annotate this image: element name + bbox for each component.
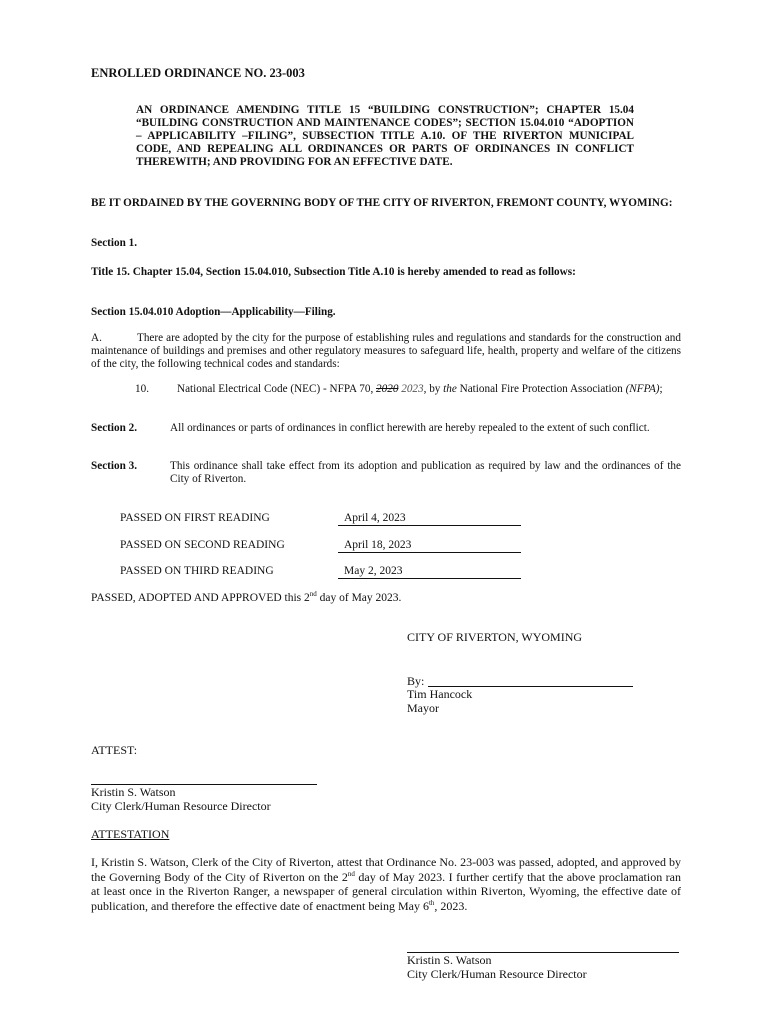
passed-text-end: day of May 2023. [316,592,402,604]
item-10-the: the [443,383,457,395]
clerk-signature-line [91,770,317,785]
section-3-label: Section 3. [91,460,137,472]
by-label: By: [407,674,425,688]
reading-date-third: May 2, 2023 [338,565,521,579]
document-title: ENROLLED ORDINANCE NO. 23-003 [91,66,305,80]
attest-sup-1: nd [347,869,355,878]
paragraph-a [91,332,681,371]
attest-text-1: I, Kristin S. Watson, Clerk of the City of Riverton, attest that Ordinance No. 23-003 was passed, adopted, and approved by the Governing Body of the City of Riverton on the 2 [91,855,681,884]
attestation-heading: ATTESTATION [91,827,170,841]
section-2-text: All ordinances or parts of ordinances in conflict herewith are hereby repealed to the extent of such conflict. [170,422,650,434]
attest-text-2: day of May 2023. I further certify that the above proclamation ran at least once in the Riverton Ranger, a newspaper of general circulation within Riverton, Wyoming, the effective date of publication, and therefore the effective date of enactment being May 6 [91,869,682,913]
attest-sup-2: th [428,898,435,907]
paragraph-a-label: A. [91,332,102,344]
mayor-signature-line [428,672,633,687]
reading-date-second: April 18, 2023 [338,539,521,553]
clerk-title: City Clerk/Human Resource Director [91,799,271,813]
final-clerk-title: City Clerk/Human Resource Director [407,967,587,981]
final-clerk-name: Kristin S. Watson [407,953,492,967]
city-heading: CITY OF RIVERTON, WYOMING [407,630,583,644]
reading-label-third: PASSED ON THIRD READING [120,565,274,577]
section-1-heading: Section 1. [91,237,137,249]
item-10-text: National Electrical Code (NEC) - NFPA 70, [176,383,374,395]
ordain-clause: BE IT ORDAINED BY THE GOVERNING BODY OF THE CITY OF RIVERTON, FREMONT COUNTY, WYOMING: [91,197,673,209]
attestation-paragraph [91,855,681,913]
item-10 [91,383,681,396]
clerk-name: Kristin S. Watson [91,785,176,799]
section-3-text: This ordinance shall take effect from its adoption and publication as required by law and the ordinances of the City of Riverton. [170,460,681,485]
item-10-number: 10. [135,383,149,395]
paragraph-a-text: There are adopted by the city for the purpose of establishing rules and regulations and standards for the construction and maintenance of buildings and premises and other regulatory measures to safeguard life, health, property and welfare of the citizens of the city, the following technical codes and standards: [91,332,681,370]
final-signature-line [407,938,679,953]
passed-sup: nd [309,590,317,599]
item-10-end: ; [659,383,663,395]
ordinance-preamble: AN ORDINANCE AMENDING TITLE 15 “BUILDING CONSTRUCTION”; CHAPTER 15.04 “BUILDING CONSTRUCTION AND MAINTENANCE CODES”; SECTION 15.04.010 “ADOPTION – APPLICABILITY –FILING”, SUBSECTION TITLE A.10. OF THE RIVERTON MUNICIPAL CODE, AND REPEALING ALL ORDINANCES OR PARTS OF ORDINANCES IN CONFLICT THEREWITH; AND PROVIDING FOR AN EFFECTIVE DATE. [136,104,634,168]
mayor-name: Tim Hancock [407,687,473,701]
item-10-abbrev: (NFPA) [625,383,660,395]
inserted-year: 2023 [401,383,424,395]
mayor-title: Mayor [407,701,439,715]
reading-label-second: PASSED ON SECOND READING [120,539,285,551]
section-reference-heading: Section 15.04.010 Adoption—Applicability—Filing. [91,306,336,318]
reading-date-first: April 4, 2023 [338,512,521,526]
passed-text: PASSED, ADOPTED AND APPROVED this 2 [91,592,310,604]
amendment-statement: Title 15. Chapter 15.04, Section 15.04.010, Subsection Title A.10 is hereby amended to read as follows: [91,266,576,278]
reading-label-first: PASSED ON FIRST READING [120,512,270,524]
struck-year: 2020 [376,383,399,395]
passed-adopted-statement [91,592,401,604]
item-10-by: , by [423,383,441,395]
attest-text-3: , 2023. [434,898,468,913]
attest-label: ATTEST: [91,743,138,757]
item-10-rest: National Fire Protection Association [459,383,623,395]
section-2-label: Section 2. [91,422,137,434]
